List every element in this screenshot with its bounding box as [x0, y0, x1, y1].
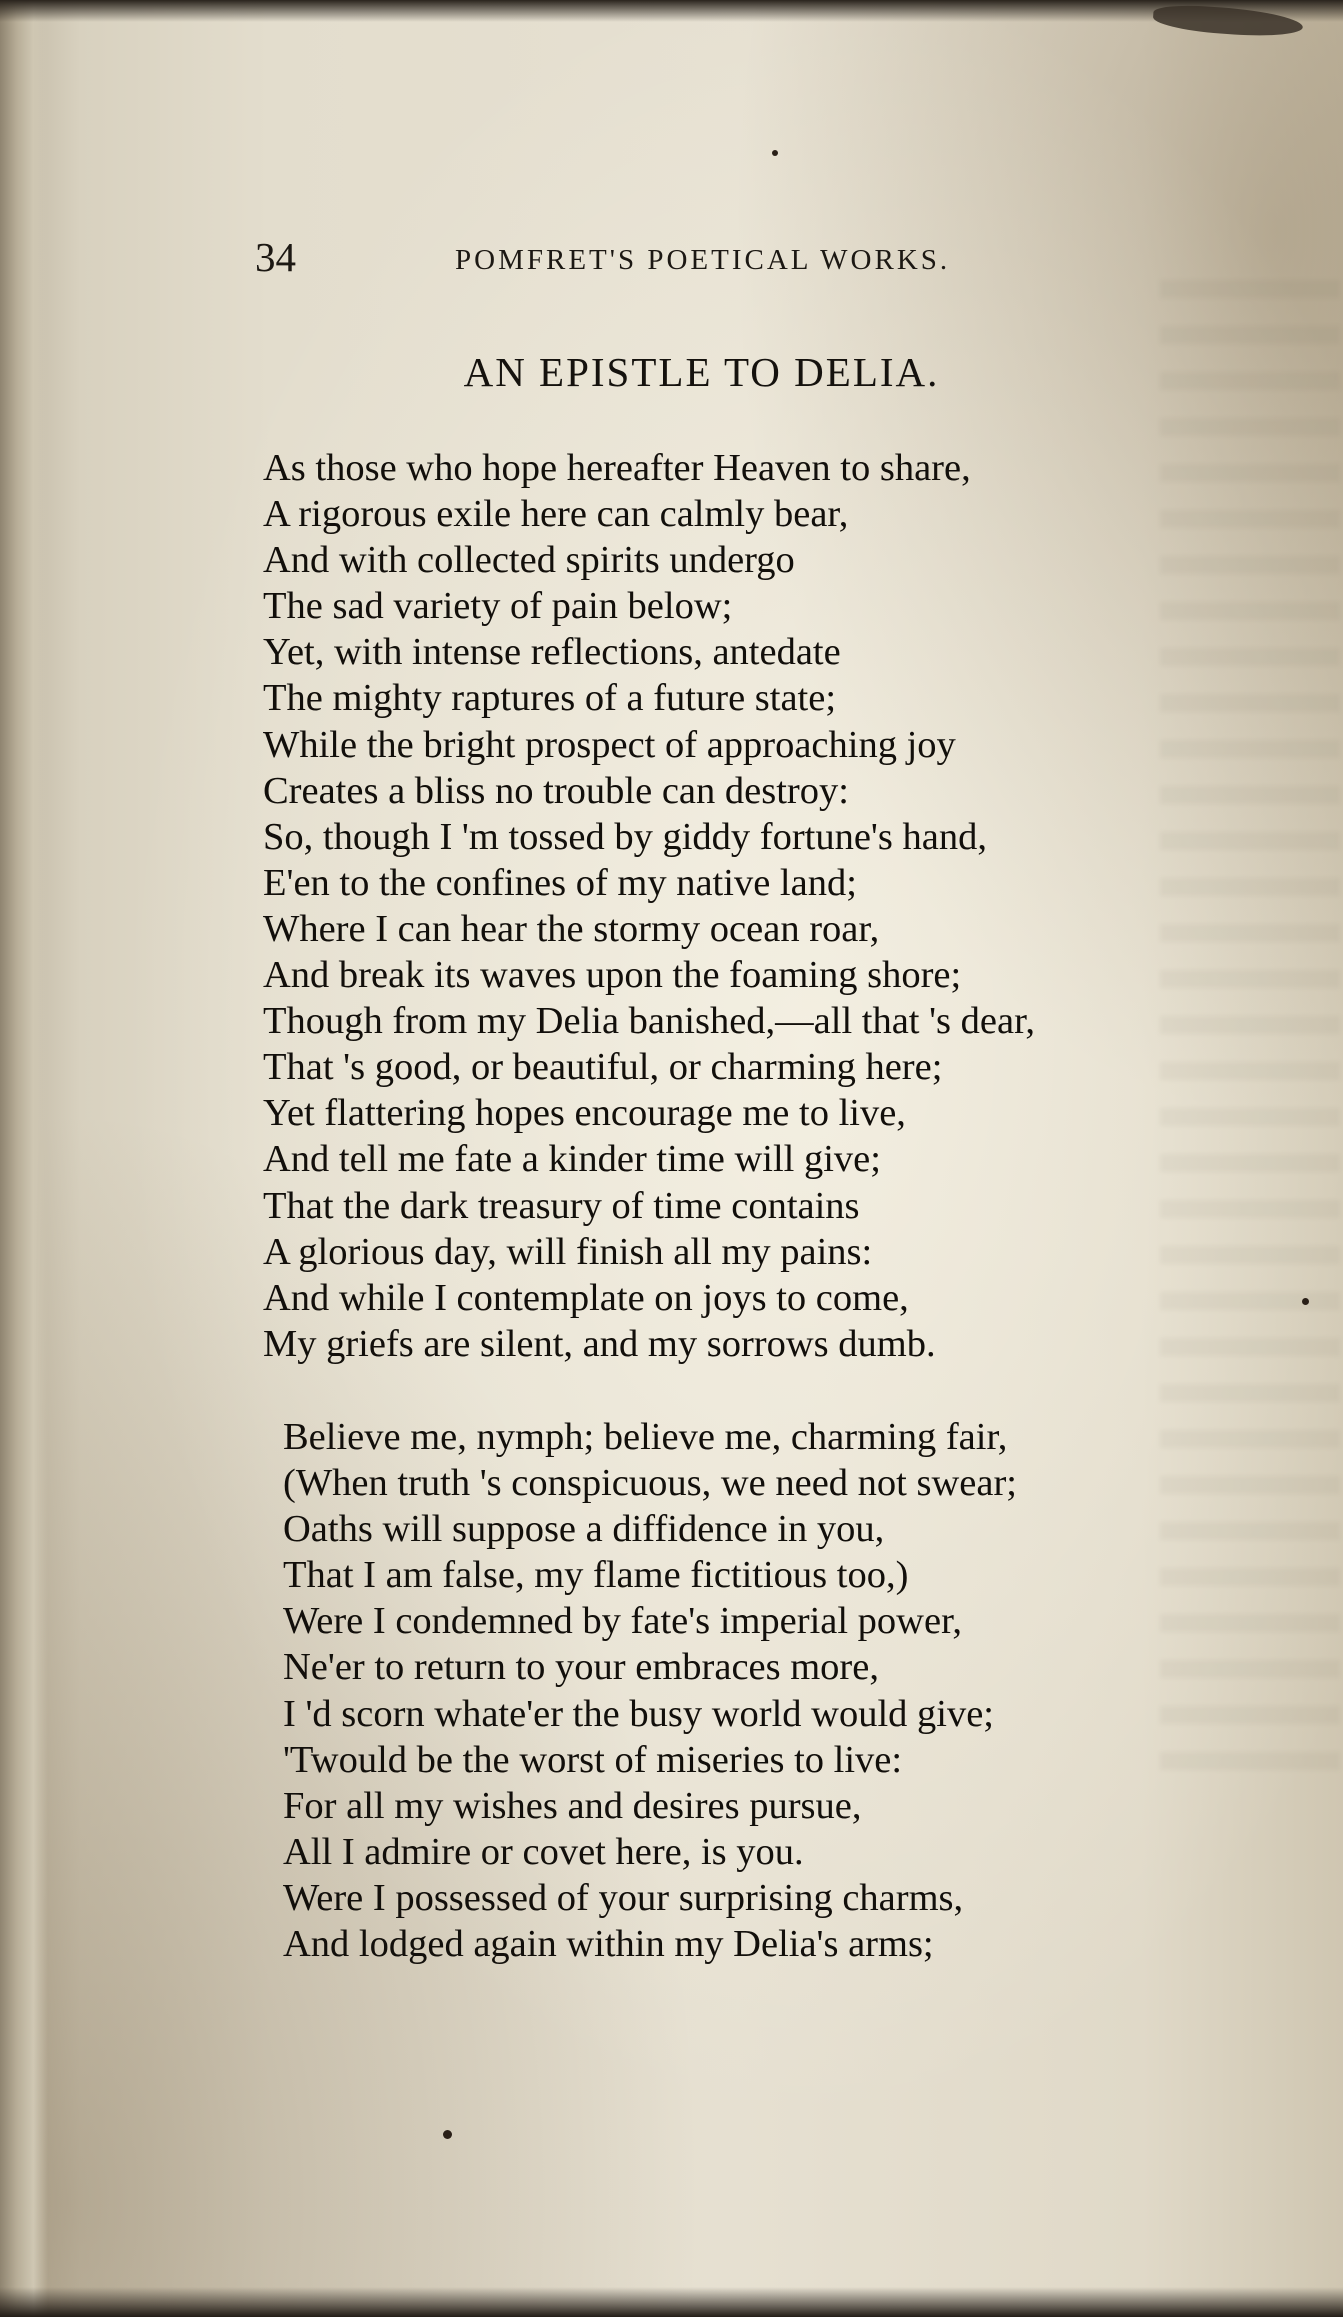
page-header [255, 232, 1085, 292]
poem-line: So, though I 'm tossed by giddy fortune's hand, [263, 815, 987, 858]
stanza-1 [263, 445, 1035, 1367]
poem-line: That the dark treasury of time contains [263, 1184, 860, 1227]
running-head: POMFRET'S POETICAL WORKS. [455, 244, 951, 276]
poem-line: While the bright prospect of approaching joy [263, 723, 956, 766]
poem-line: A glorious day, will finish all my pains: [263, 1230, 873, 1273]
ink-speck [1302, 1298, 1309, 1305]
poem-line: Yet, with intense reflections, antedate [263, 631, 841, 674]
poem-line: That 's good, or beautiful, or charming here; [263, 1046, 943, 1089]
poem-title: AN EPISTLE TO DELIA. [463, 349, 940, 395]
page-top-edge [0, 0, 1343, 22]
poem-line: Yet flattering hopes encourage me to live, [263, 1092, 906, 1135]
poem-line: A rigorous exile here can calmly bear, [263, 493, 849, 536]
poem-line: That I am false, my flame fictitious too,) [283, 1554, 909, 1597]
poem-line: Oaths will suppose a diffidence in you, [283, 1508, 885, 1551]
poem-line: 'Twould be the worst of miseries to live: [283, 1738, 903, 1781]
poem-line: And while I contemplate on joys to come, [263, 1276, 909, 1319]
poem-line: And break its waves upon the foaming shore; [263, 954, 962, 997]
poem-line: And with collected spirits undergo [263, 539, 795, 582]
poem-line: (When truth 's conspicuous, we need not swear; [283, 1462, 1017, 1505]
poem-line: Creates a bliss no trouble can destroy: [263, 769, 849, 812]
poem-line: And lodged again within my Delia's arms; [283, 1923, 934, 1966]
poem-line: And tell me fate a kinder time will give; [263, 1138, 881, 1181]
poem-line: E'en to the confines of my native land; [263, 861, 857, 904]
page-number: 34 [255, 234, 296, 280]
poem-line: Believe me, nymph; believe me, charming fair, [283, 1416, 1008, 1458]
poem-line: All I admire or covet here, is you. [283, 1830, 804, 1873]
poem-line: Ne'er to return to your embraces more, [283, 1646, 879, 1689]
poem-line: My griefs are silent, and my sorrows dumb. [263, 1322, 936, 1365]
poem-line: For all my wishes and desires pursue, [283, 1784, 862, 1827]
poem-line: Were I condemned by fate's imperial power, [283, 1600, 962, 1643]
poem-line: Though from my Delia banished,—all that 's dear, [263, 1000, 1035, 1043]
poem-line: As those who hope hereafter Heaven to share, [263, 447, 971, 489]
stanza-2 [283, 1414, 1017, 1967]
poem-line: Were I possessed of your surprising charms, [283, 1876, 964, 1919]
poem-line: Where I can hear the stormy ocean roar, [263, 907, 880, 950]
show-through-text [1160, 280, 1340, 1780]
ink-speck [772, 150, 778, 156]
poem-line: I 'd scorn whate'er the busy world would give; [283, 1692, 994, 1735]
page-bottom-edge [0, 2287, 1343, 2317]
poem-line: The mighty raptures of a future state; [263, 677, 837, 720]
ink-speck [443, 2130, 452, 2139]
poem-line: The sad variety of pain below; [263, 585, 733, 628]
